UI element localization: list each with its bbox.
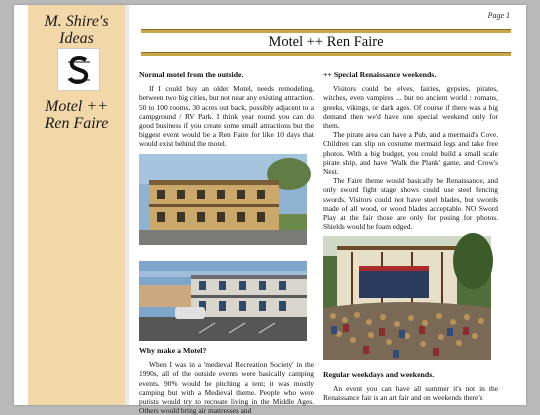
paragraph: Visitors could be elves, fairies, gypsies, pirates, witches, even vampires ... but no ancient world : romans, greeks, vikings, or dark ages. Of course if there was a big demand then we'd have one special weekend only for them. (323, 84, 498, 131)
section-heading: Normal motel from the outside. (139, 70, 244, 79)
sidebar-title-bottom (28, 98, 125, 132)
motel-photo-2 (139, 261, 307, 341)
document-page (14, 5, 526, 415)
page-title: Motel ++ Ren Faire (268, 34, 384, 50)
page-number: Page 1 (487, 11, 510, 20)
sidebar-line-3: Motel ++ (45, 98, 108, 115)
section-heading: Regular weekdays and weekends. (323, 370, 435, 379)
sidebar-line-2: Ideas (59, 30, 94, 47)
left-column-bottom (139, 346, 314, 415)
section-heading: Why make a Motel? (139, 346, 207, 355)
paragraph: The pirate area can have a Pub, and a mermaid's Cove. Children can slip on costume mermaid legs and take free photos. With a big budget, you could build a small scale pirate ship, and have 'Walk the Plank' game, and Crow's Nest. (323, 130, 498, 177)
sidebar-line-4: Ren Faire (44, 115, 109, 132)
header-rule-bottom (141, 52, 511, 56)
paragraph: An event you can have all summer it's not in the Renaissance fair is an art fair and on weekends there's (323, 384, 498, 403)
paragraph: When I was in a 'medieval Recreation Society' in the 1990s, all of the outside events were basically camping events. 90% would be pitching a tent; it was mostly camping but with a Medieval theme. People who were purists would try to recreate living in the Middle Ages. Others would bring air mattresses and (139, 360, 314, 415)
paragraph: If I could buy an older Motel, needs remodeling, between two big cities, but not near any existing attraction. 50 to 100 rooms, 30 acres out back, possibly adjacent to a campground / RV Park. I think year round you can do good business if you create some small attractions but the biggest event would be a Ren Faire for like 10 days that would exist behind the motel. (139, 84, 314, 149)
right-column-top (323, 70, 498, 231)
left-column-top (139, 70, 314, 149)
header-rule-top (141, 29, 511, 33)
motel-photo-1 (139, 154, 307, 245)
sidebar (28, 5, 129, 405)
right-column-bottom (323, 370, 498, 403)
sidebar-title-top (28, 13, 125, 47)
calligraphic-s-logo-icon (57, 48, 100, 91)
renaissance-faire-photo (323, 236, 491, 360)
sidebar-line-1: M. Shire's (44, 13, 109, 30)
section-heading: ++ Special Renaissance weekends. (323, 70, 437, 79)
paragraph: The Faire theme would basically be Renaissance, and only sword fight stage shows could use steel fencing swords. Visitors could not have steel blades, but swords made of all wood, or wood blades acceptable. NO Sword Play at the fair those are only for posing for photos. Shields would be foam edged. (323, 176, 498, 232)
